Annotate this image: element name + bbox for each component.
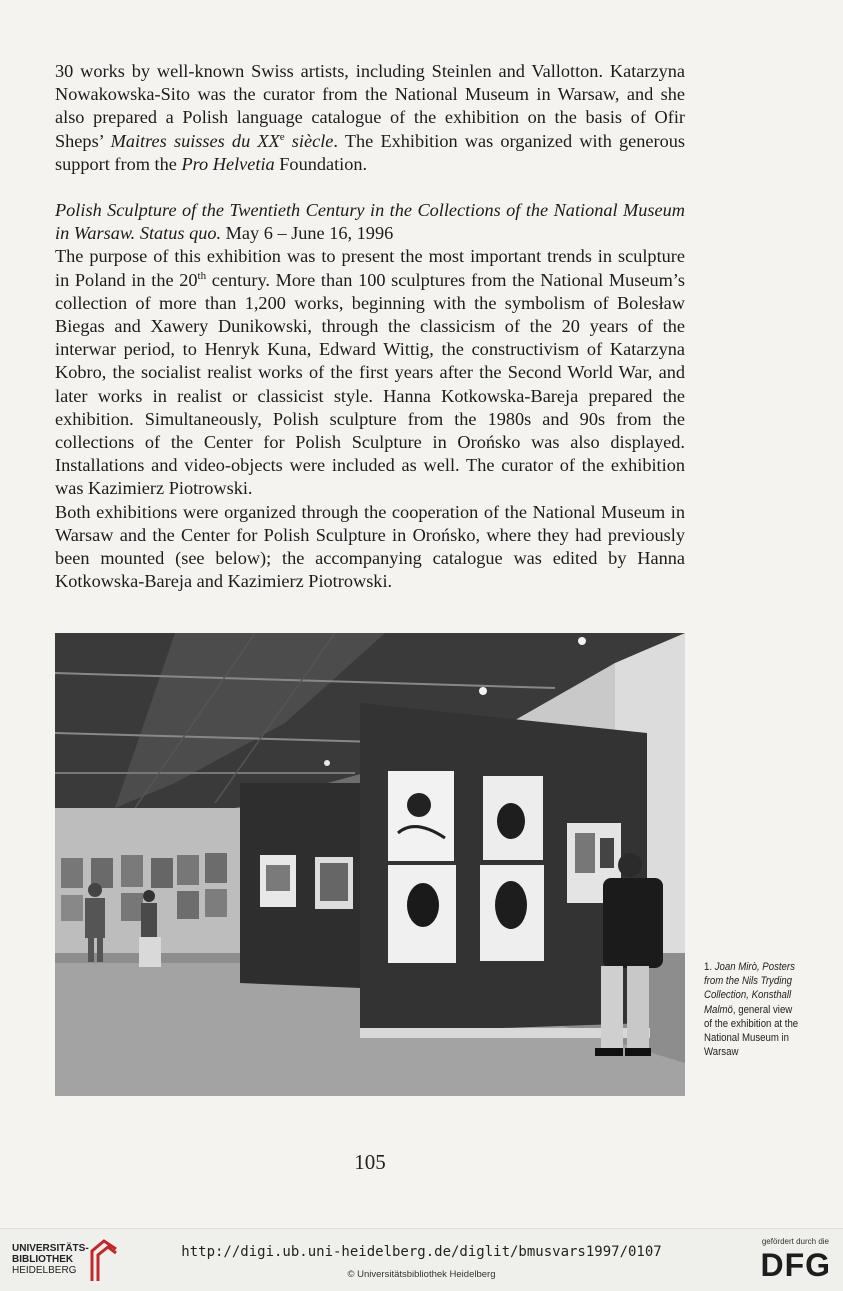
- exhibition-heading: Polish Sculpture of the Twentieth Century in the Collections of the National Museum in Warsaw. Status quo. May 6 – June 16, 1996: [55, 200, 685, 244]
- exhibition-photo: [55, 633, 685, 1096]
- body-text: [55, 60, 685, 593]
- page-number: 105: [354, 1150, 386, 1174]
- figure-caption: 1. Joan Mirò, Posters from the Nils Tryding Collection, Konsthall Malmö, general view of the exhibition at the National Museum in Warsaw: [704, 961, 799, 1059]
- copyright-notice: © Universitätsbibliothek Heidelberg: [347, 1269, 496, 1280]
- paragraph-sculpture: The purpose of this exhibition was to present the most important trends in sculpture in Poland in the 20th century. More than 100 sculptures from the National Museum’s collection of more than 1,200 works, beginning with the symbolism of Bolesław Biegas and Xawery Dunikowski, through the classicism of the 20 years of the interwar period, to Henryk Kuna, Edward Wittig, the constructivism of Katarzyna Kobro, the socialist realist works of the first years after the Second World War, and later works in realist or classicist style. Hanna Kotkowska-Bareja prepared the exhibition. Simultaneously, Polish sculpture from the 1980s and 90s from the collections of the Center for Polish Sculpture in Orońsko was also displayed. Installations and video-objects were included as well. The curator of the exhibition was Kazimierz Piotrowski.: [55, 246, 685, 499]
- dfg-logo: DFG: [760, 1247, 831, 1283]
- paragraph-cooperation: Both exhibitions were organized through the cooperation of the National Museum in Warsaw and the Center for Polish Sculpture in Orońsko, where they had previously been mounted (see below); the accompanying catalogue was edited by Hanna Kotkowska-Bareja and Kazimierz Piotrowski.: [55, 501, 685, 592]
- library-name: UNIVERSITÄTS- BIBLIOTHEK HEIDELBERG: [12, 1243, 89, 1276]
- italic-title: Maitres suisses du XX: [110, 130, 280, 151]
- footer-bar: [0, 1228, 843, 1291]
- funding-note: gefördert durch die: [761, 1237, 829, 1246]
- paragraph-swiss-artists: 30 works by well-known Swiss artists, including Steinlen and Vallotton. Katarzyna Nowakowska-Sito was the curator from the National Museum in Warsaw, and she also prepared a Polish language catalogue of the exhibition on the basis of Ofir Sheps’ Maitres suisses du XXe siècle. The Exhibition was organized with generous support from the Pro Helvetia Foundation.: [55, 61, 686, 174]
- source-url-link[interactable]: http://digi.ub.uni-heidelberg.de/diglit/bmusvars1997/0107: [181, 1244, 662, 1260]
